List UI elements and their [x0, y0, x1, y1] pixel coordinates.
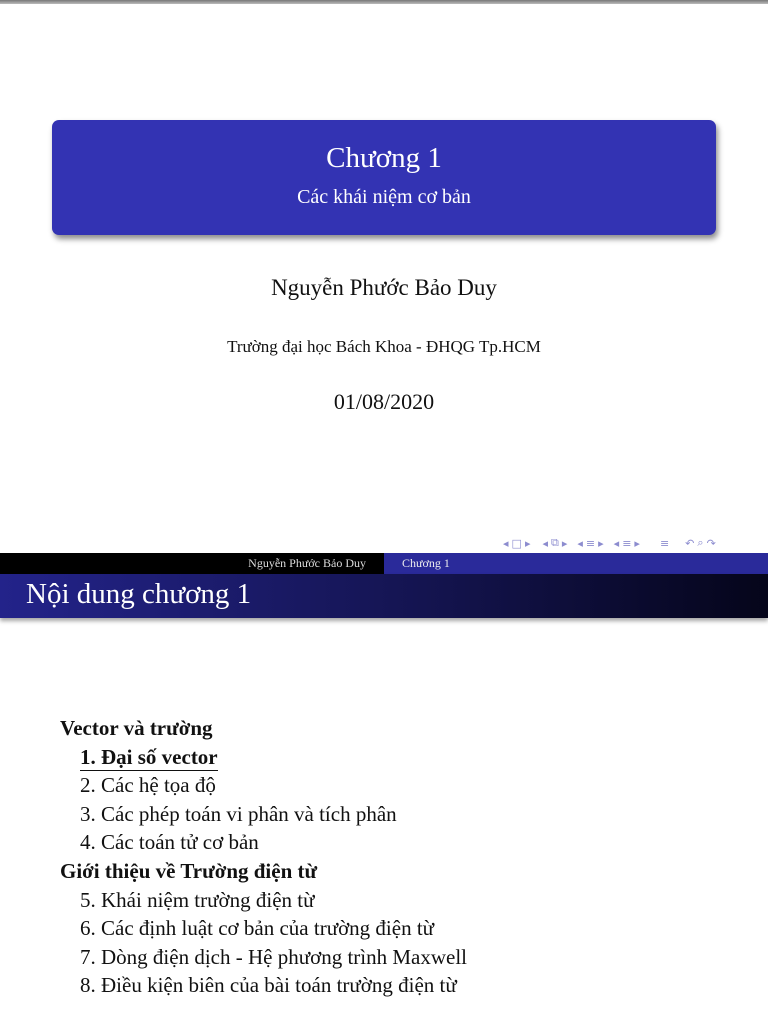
- nav-subsection-fwd-icon[interactable]: ▸: [561, 536, 568, 550]
- nav-outline-icon[interactable]: ≡: [659, 536, 670, 550]
- headline-bar: [0, 553, 768, 574]
- title-block: [52, 120, 716, 235]
- toc-item[interactable]: 7. Dòng điện dịch - Hệ phương trình Maxwell: [80, 944, 468, 969]
- presentation-date: 01/08/2020: [333, 389, 435, 414]
- table-of-contents: [60, 714, 467, 1000]
- toc-item[interactable]: 2. Các hệ tọa độ: [80, 773, 216, 798]
- toc-item[interactable]: 8. Điều kiện biên của bài toán trường điện từ: [80, 973, 457, 998]
- frame-title: Nội dung chương 1: [26, 578, 252, 610]
- frame-title-bar: [0, 574, 768, 618]
- toc-section[interactable]: Vector và trường: [60, 716, 213, 740]
- nav-redo-icon[interactable]: ↷: [706, 536, 716, 550]
- nav-slide-fwd-icon[interactable]: ▸: [634, 536, 640, 550]
- toc-item[interactable]: 4. Các toán tử cơ bản: [80, 830, 259, 855]
- nav-undo-icon[interactable]: ↶: [685, 536, 695, 550]
- nav-frame-icon[interactable]: □: [511, 536, 522, 550]
- header-author: Nguyễn Phước Bảo Duy: [248, 556, 366, 570]
- toc-item[interactable]: 5. Khái niệm trường điện từ: [80, 887, 315, 912]
- nav-section-icon[interactable]: ≡: [585, 536, 596, 550]
- nav-section-fwd-icon[interactable]: ▸: [598, 536, 604, 550]
- author-name: Nguyễn Phước Bảo Duy: [271, 275, 497, 300]
- nav-search-icon[interactable]: ⌕: [697, 536, 704, 549]
- nav-frame-back-icon[interactable]: ◂: [503, 536, 509, 550]
- nav-slide-icon[interactable]: ≡: [622, 536, 632, 550]
- slide-title: Chương 1: [326, 142, 442, 174]
- top-border: [0, 0, 768, 4]
- nav-frame-fwd-icon[interactable]: ▸: [524, 536, 531, 550]
- nav-section-back-icon[interactable]: ◂: [577, 536, 583, 550]
- nav-subsection-icon[interactable]: ⧉: [551, 536, 559, 549]
- institution: Trường đại học Bách Khoa - ĐHQG Tp.HCM: [227, 337, 541, 356]
- toc-section[interactable]: Giới thiệu về Trường điện từ: [60, 858, 318, 883]
- toc-item[interactable]: [60, 743, 467, 772]
- nav-slide-back-icon[interactable]: ◂: [613, 536, 620, 550]
- slide-subtitle: Các khái niệm cơ bản: [297, 186, 471, 208]
- header-short-title: Chương 1: [384, 553, 768, 574]
- beamer-navigation: [503, 535, 716, 551]
- nav-subsection-back-icon[interactable]: ◂: [542, 536, 548, 550]
- toc-item[interactable]: 3. Các phép toán vi phân và tích phân: [80, 801, 397, 826]
- toc-item-current[interactable]: 1. Đại số vector: [80, 744, 218, 769]
- toc-item[interactable]: 6. Các định luật cơ bản của trường điện từ: [80, 916, 435, 941]
